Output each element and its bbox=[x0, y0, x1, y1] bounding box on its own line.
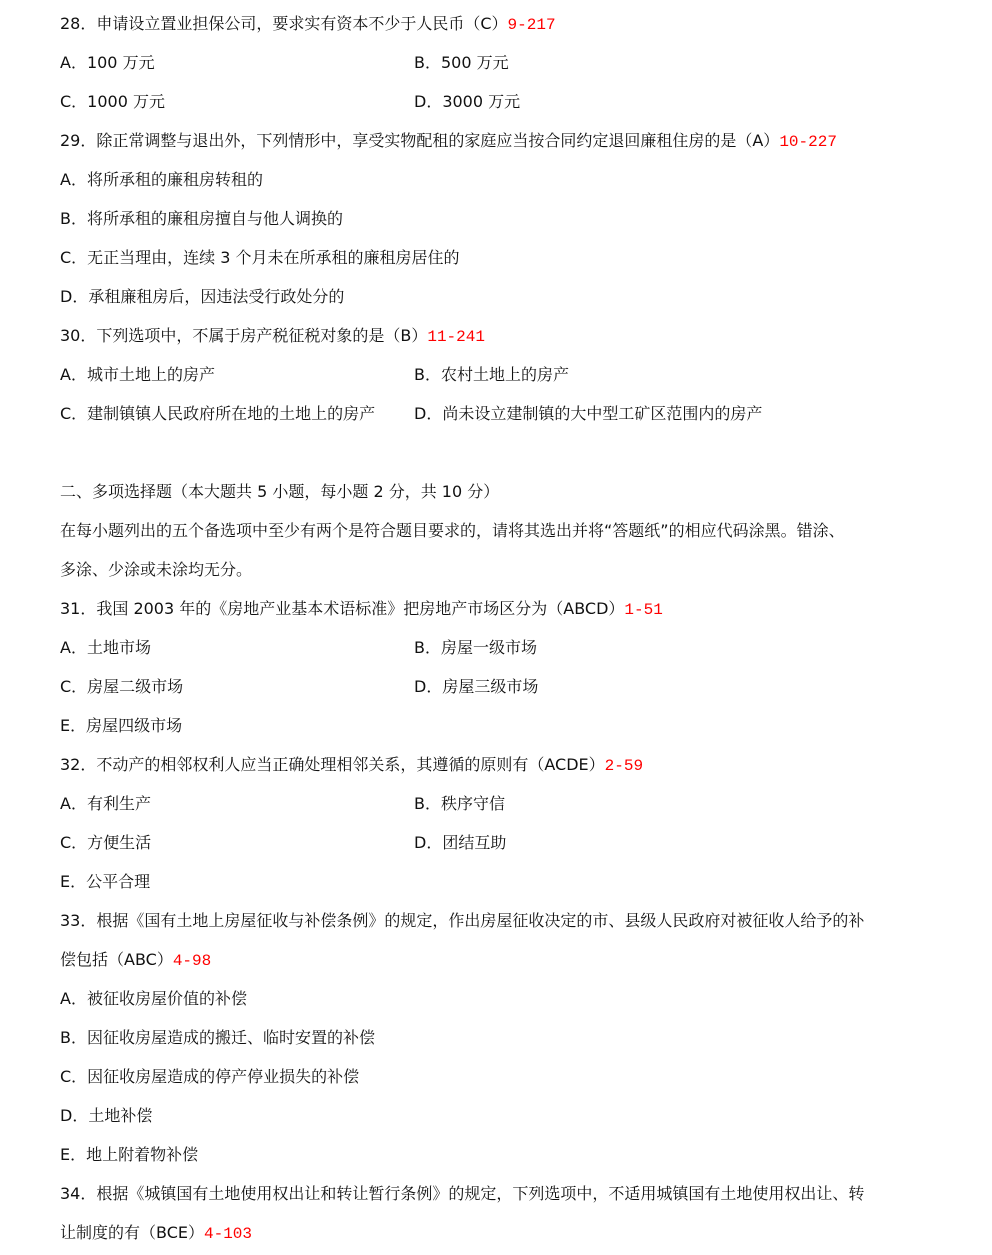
option-text: A．将所承租的廉租房转租的 bbox=[60, 170, 263, 189]
option-text: D．承租廉租房后，因违法受行政处分的 bbox=[60, 287, 345, 306]
question-text: 32．不动产的相邻权利人应当正确处理相邻关系，其遵循的原则有（ACDE） bbox=[60, 755, 605, 774]
section-line bbox=[60, 480, 499, 504]
page-reference: 11-241 bbox=[427, 328, 485, 346]
option-text: A．100 万元 bbox=[60, 53, 155, 72]
instruction-line bbox=[60, 519, 845, 543]
option-line bbox=[60, 168, 263, 192]
question-line bbox=[60, 1182, 864, 1206]
question-line bbox=[60, 1221, 252, 1245]
option-text: D．3000 万元 bbox=[414, 92, 521, 111]
option-text: D．尚未设立建制镇的大中型工矿区范围内的房产 bbox=[414, 404, 763, 423]
instruction-text: 在每小题列出的五个备选项中至少有两个是符合题目要求的，请将其选出并将“答题纸”的相应代码涂黑。错涂、 bbox=[60, 521, 845, 540]
option-line bbox=[60, 1104, 152, 1128]
option-line bbox=[60, 1065, 359, 1089]
option-line bbox=[60, 831, 507, 855]
question-text: 偿包括（ABC） bbox=[60, 950, 173, 969]
option-text: E．公平合理 bbox=[60, 872, 151, 891]
question-text: 30．下列选项中，不属于房产税征税对象的是（B） bbox=[60, 326, 428, 345]
question-line bbox=[60, 753, 643, 777]
instruction-line bbox=[60, 558, 252, 582]
option-text: B．房屋一级市场 bbox=[414, 638, 537, 657]
option-text: A．土地市场 bbox=[60, 638, 151, 657]
option-line bbox=[60, 207, 343, 231]
option-text: A．城市土地上的房产 bbox=[60, 365, 215, 384]
option-text: C．建制镇镇人民政府所在地的土地上的房产 bbox=[60, 404, 376, 423]
question-text: 33．根据《国有土地上房屋征收与补偿条例》的规定，作出房屋征收决定的市、县级人民政府对被征收人给予的补 bbox=[60, 911, 865, 930]
question-text: 28．申请设立置业担保公司，要求实有资本不少于人民币（C） bbox=[60, 14, 508, 33]
option-line bbox=[60, 90, 521, 114]
option-line bbox=[60, 714, 182, 738]
page-reference: 4-103 bbox=[203, 1225, 252, 1243]
question-text: 34．根据《城镇国有土地使用权出让和转让暂行条例》的规定，下列选项中，不适用城镇国有土地使用权出让、转 bbox=[60, 1184, 865, 1203]
option-text: C．无正当理由，连续 3 个月未在所承租的廉租房居住的 bbox=[60, 248, 460, 267]
question-line bbox=[60, 129, 837, 153]
option-text: B．秩序守信 bbox=[414, 794, 505, 813]
option-line bbox=[60, 51, 509, 75]
option-line bbox=[60, 363, 569, 387]
option-text: C．方便生活 bbox=[60, 833, 152, 852]
question-line bbox=[60, 12, 556, 36]
option-line bbox=[60, 987, 247, 1011]
option-text: D．团结互助 bbox=[414, 833, 507, 852]
option-line bbox=[60, 792, 505, 816]
page-reference: 9-217 bbox=[507, 16, 556, 34]
option-text: B．500 万元 bbox=[414, 53, 509, 72]
question-text: 31．我国 2003 年的《房地产业基本术语标准》把房地产市场区分为（ABCD） bbox=[60, 599, 625, 618]
question-line bbox=[60, 909, 864, 933]
question-line bbox=[60, 324, 485, 348]
question-line bbox=[60, 948, 211, 972]
option-line bbox=[60, 675, 539, 699]
section-text: 二、多项选择题（本大题共 5 小题，每小题 2 分，共 10 分） bbox=[60, 482, 500, 501]
instruction-text: 多涂、少涂或未涂均无分。 bbox=[60, 560, 253, 579]
question-text: 让制度的有（BCE） bbox=[60, 1223, 204, 1242]
page-reference: 4-98 bbox=[172, 952, 212, 970]
page-reference: 2-59 bbox=[604, 757, 644, 775]
option-line bbox=[60, 402, 763, 426]
option-text: E．房屋四级市场 bbox=[60, 716, 183, 735]
option-line bbox=[60, 1026, 375, 1050]
page-reference: 1-51 bbox=[624, 601, 663, 619]
option-text: D．房屋三级市场 bbox=[414, 677, 539, 696]
option-text: E．地上附着物补偿 bbox=[60, 1145, 199, 1164]
question-line bbox=[60, 597, 663, 621]
option-line bbox=[60, 1143, 198, 1167]
question-text: 29．除正常调整与退出外，下列情形中，享受实物配租的家庭应当按合同约定退回廉租住房的是（A） bbox=[60, 131, 780, 150]
option-text: D．土地补偿 bbox=[60, 1106, 153, 1125]
option-line bbox=[60, 246, 460, 270]
option-text: C．因征收房屋造成的停产停业损失的补偿 bbox=[60, 1067, 360, 1086]
option-text: A．被征收房屋价值的补偿 bbox=[60, 989, 247, 1008]
option-text: C．房屋二级市场 bbox=[60, 677, 184, 696]
option-line bbox=[60, 870, 150, 894]
option-text: C．1000 万元 bbox=[60, 92, 165, 111]
page-reference: 10-227 bbox=[779, 133, 837, 151]
option-line bbox=[60, 636, 537, 660]
option-text: B．将所承租的廉租房擅自与他人调换的 bbox=[60, 209, 343, 228]
option-line bbox=[60, 285, 344, 309]
option-text: B．因征收房屋造成的搬迁、临时安置的补偿 bbox=[60, 1028, 375, 1047]
option-text: A．有利生产 bbox=[60, 794, 151, 813]
option-text: B．农村土地上的房产 bbox=[414, 365, 569, 384]
